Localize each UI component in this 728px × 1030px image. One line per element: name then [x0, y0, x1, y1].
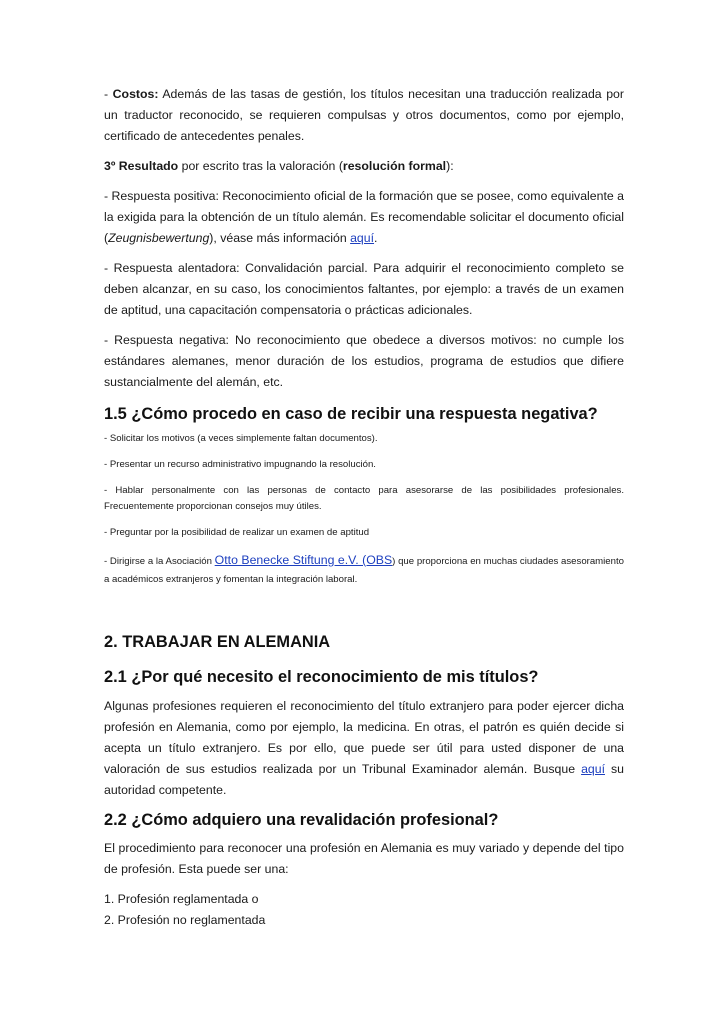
- resultado-text-a: por escrito tras la valoración (: [178, 159, 343, 173]
- document-page: [104, 84, 624, 931]
- zeugnisbewertung: Zeugnisbewertung: [108, 231, 210, 245]
- resultado-text-b: ):: [446, 159, 454, 173]
- obs-link[interactable]: Otto Benecke Stiftung e.V. (OBS: [214, 553, 393, 567]
- heading-2-2: 2.2 ¿Cómo adquiero una revalidación profesional?: [104, 811, 499, 829]
- heading-2-1: 2.1 ¿Por qué necesito el reconocimiento de mis títulos?: [104, 668, 539, 686]
- list-item-1-5-b: - Presentar un recurso administrativo impugnando la resolución.: [104, 459, 376, 470]
- resultado-label: 3º Resultado: [104, 159, 179, 173]
- p21-text-b: su autoridad competente.: [104, 762, 625, 797]
- paragraph-2-2: El procedimiento para reconocer una profesión en Alemania es muy variado y depende del tipo de profesión. Esta puede ser una:: [104, 841, 624, 876]
- heading-1-5: 1.5 ¿Cómo procedo en caso de recibir una respuesta negativa?: [104, 405, 598, 423]
- list-item-1-5-d: - Preguntar por la posibilidad de realizar un examen de aptitud: [104, 527, 370, 538]
- paragraph-negativa: - Respuesta negativa: No reconocimiento que obedece a diversos motivos: no cumple los estándares alemanes, menor duración de los estudios, programa de estudios que difiere sustancialmente del alemán, etc.: [104, 333, 624, 389]
- paragraph-obs: [104, 551, 624, 589]
- paragraph-alentadora: - Respuesta alentadora: Convalidación parcial. Para adquirir el reconocimiento completo se deben alcanzar, en su caso, los conocimientos faltantes, por ejemplo: a través de un examen de aptitud, una capacitación compensatoria o prácticas adicionales.: [104, 261, 624, 317]
- list-item-2-2-a: 1. Profesión reglamentada o: [104, 892, 259, 906]
- list-item-1-5-a: - Solicitar los motivos (a veces simplemente faltan documentos).: [104, 433, 378, 444]
- obs-text-a: - Dirigirse a la Asociación: [104, 556, 215, 567]
- paragraph-2-1: [104, 696, 624, 801]
- paragraph-positiva: [104, 186, 624, 249]
- aqui-link-1[interactable]: aquí: [350, 231, 375, 245]
- heading-2: 2. TRABAJAR EN ALEMANIA: [104, 633, 331, 651]
- obs-text-b: ) que proporciona en muchas ciudades asesoramiento a académicos extranjeros y fomentan la integración laboral.: [104, 556, 624, 585]
- paragraph-costos: [104, 84, 624, 147]
- costos-label: Costos:: [112, 87, 159, 101]
- aqui-link-2[interactable]: aquí: [581, 762, 605, 776]
- list-item-1-5-c: - Hablar personalmente con las personas de contacto para asesorarse de las posibilidades profesionales. Frecuentemente proporcionan consejos muy útiles.: [104, 485, 624, 512]
- p21-text-a: Algunas profesiones requieren el reconocimiento del título extranjero para poder ejercer dicha profesión en Alemania, como por ejemplo, la medicina. En otras, el patrón es quién decide si acepta un título extranjero. Es por ello, que puede ser útil para usted disponer de una valoración de sus estudios realizada por un Tribunal Examinador alemán. Busque: [104, 699, 624, 776]
- spacer: [104, 589, 624, 631]
- list-item-2-2-b: 2. Profesión no reglamentada: [104, 913, 266, 927]
- costos-text: Además de las tasas de gestión, los títulos necesitan una traducción realizada por un traductor reconocido, se requieren compulsas y otros documentos, como por ejemplo, certificado de antecedentes penales.: [104, 87, 624, 143]
- positiva-text-a: - Respuesta positiva: Reconocimiento oficial de la formación que se posee, como equivalente a la exigida para la obtención de un título alemán. Es recomendable solicitar el documento oficial (: [104, 189, 624, 245]
- paragraph-resultado: [104, 156, 624, 177]
- dash: -: [104, 87, 113, 101]
- resolucion-formal: resolución formal: [342, 159, 447, 173]
- positiva-text-b: ), véase más información: [209, 231, 351, 245]
- positiva-text-c: .: [374, 231, 378, 245]
